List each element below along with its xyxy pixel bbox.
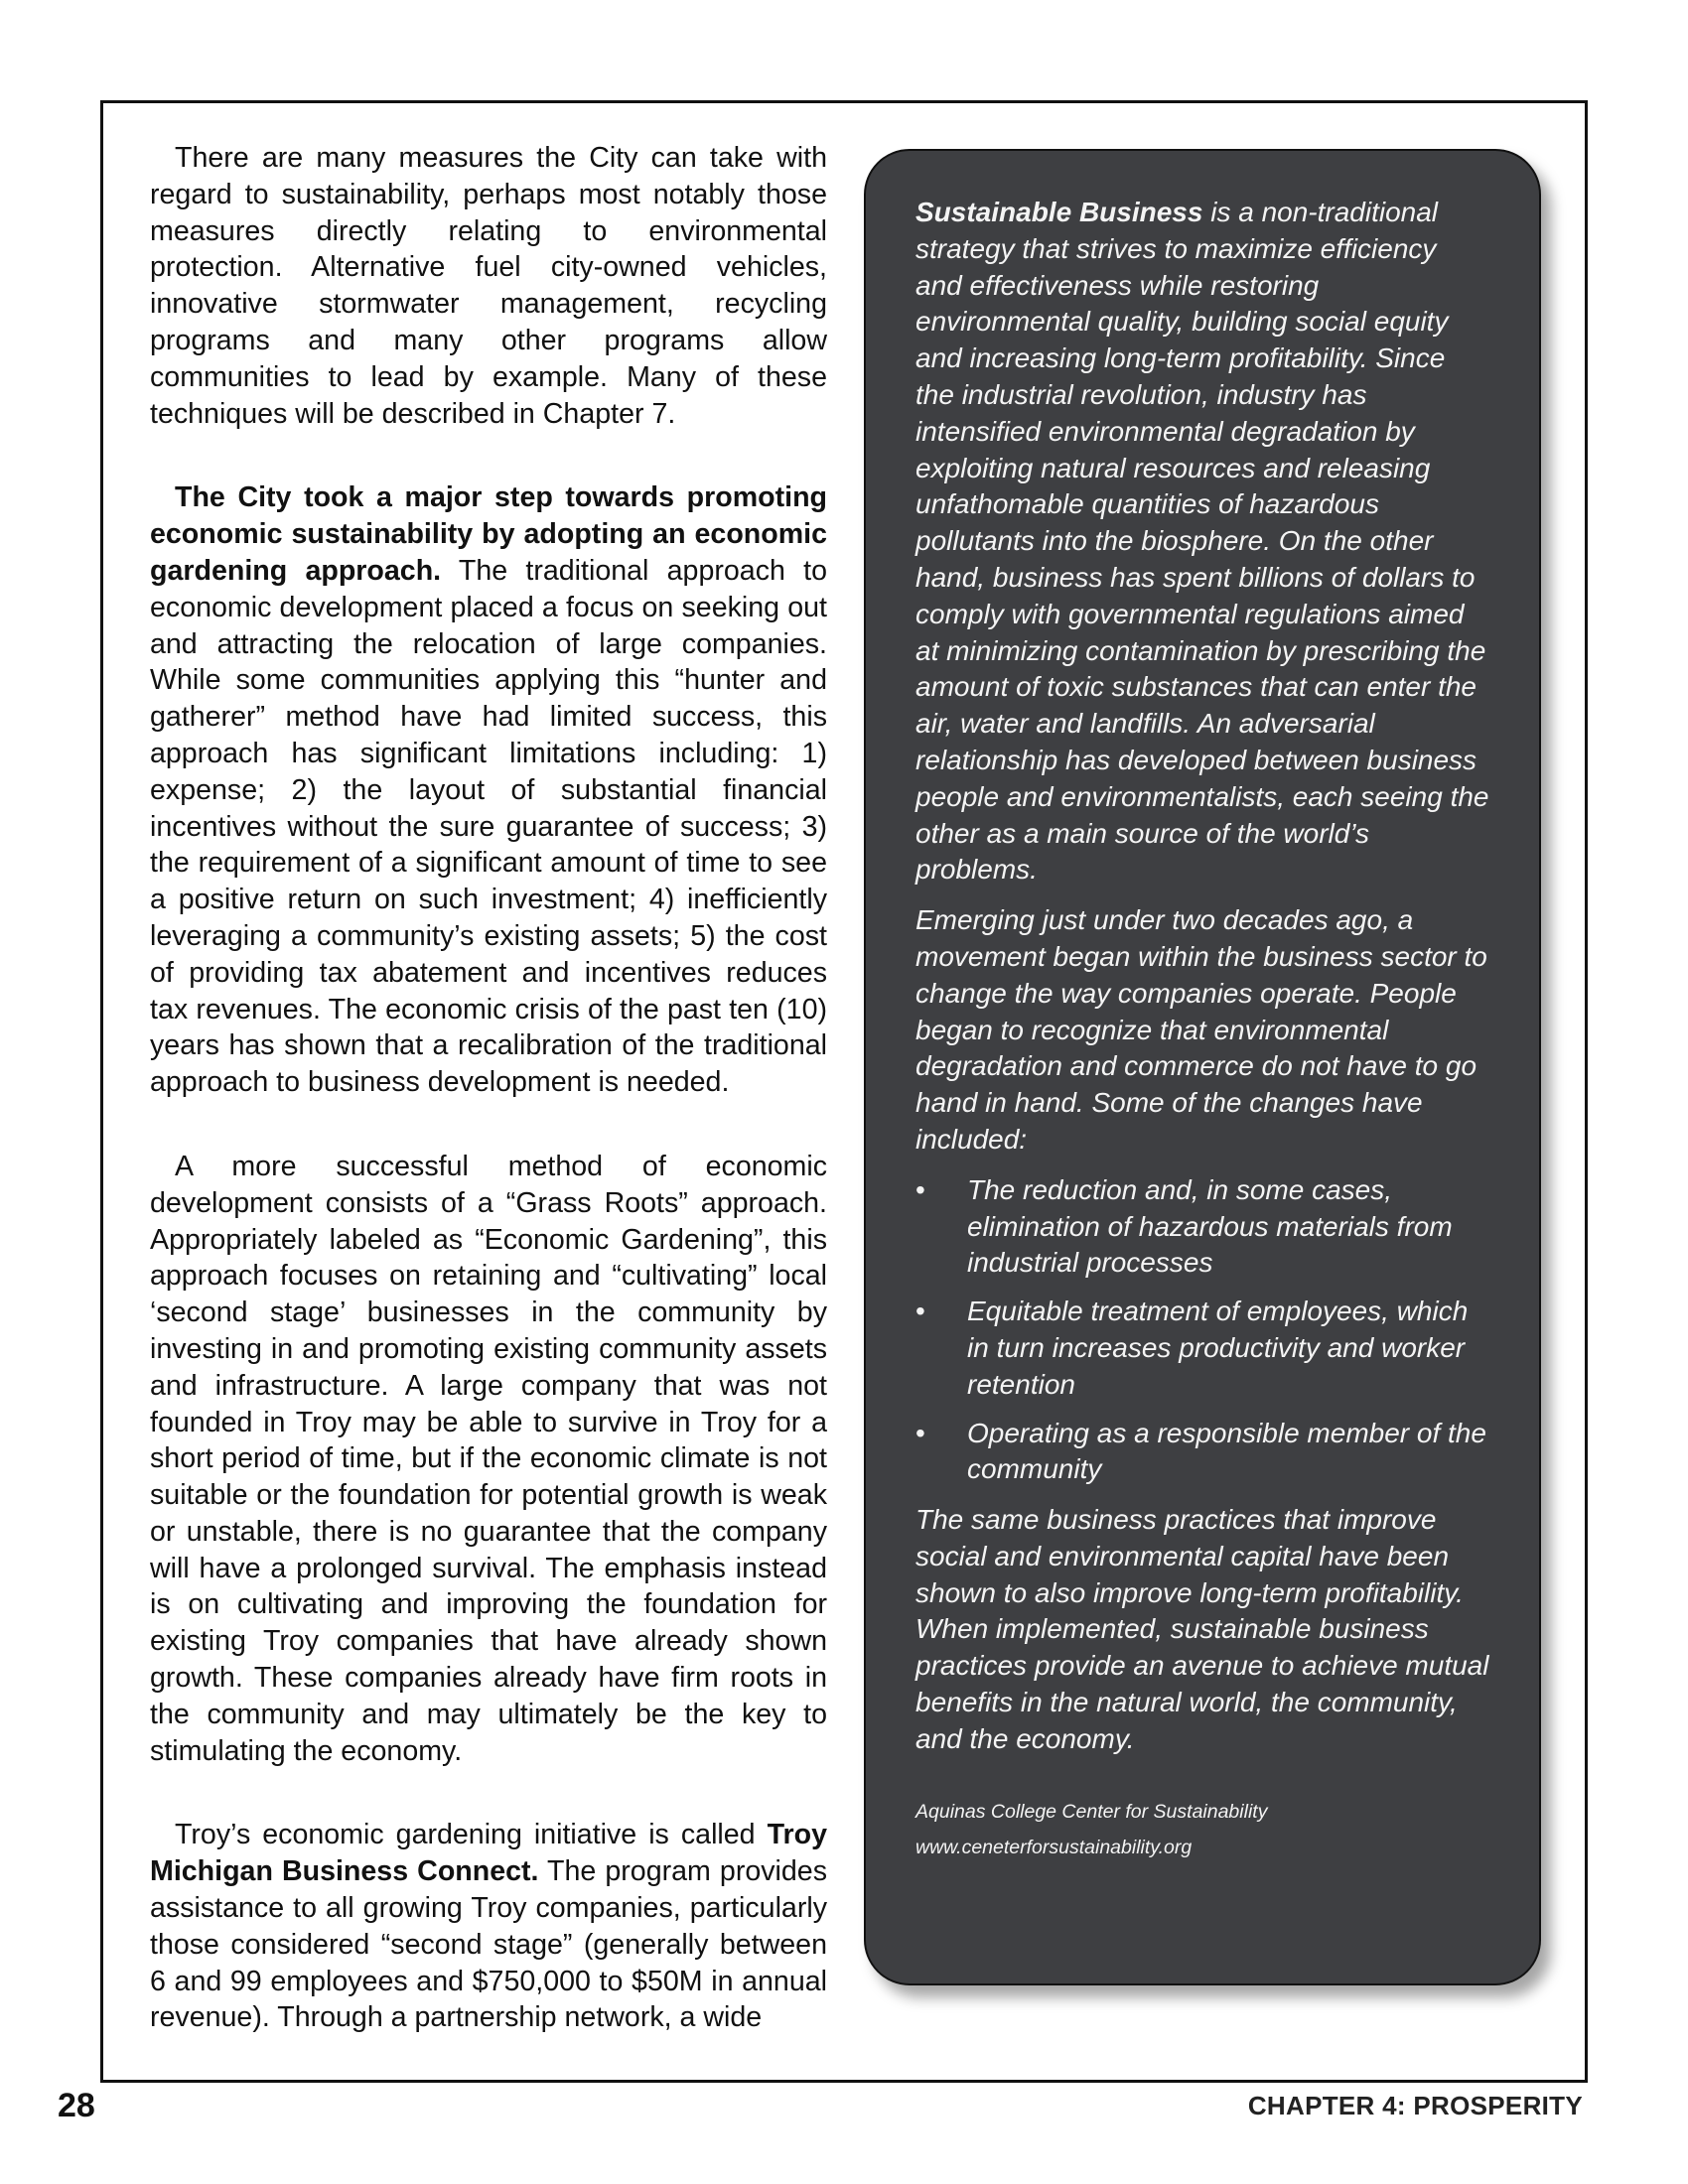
page-number: 28 [58,2087,95,2124]
credit-organization: Aquinas College Center for Sustainability [915,1800,1268,1823]
sidebar-paragraph-profitability: The same business practices that improve social and environmental capital have been shown to also improve long-term profitability. When implemented, sustainable business practices provide an avenue to achieve mutual benefits in the natural world, the community, and the economy. [915,1504,1489,1754]
credit-url: www.ceneterforsustainability.org [915,1836,1193,1858]
bullet-icon: • [915,1296,925,1327]
sustainable-business-sidebar [864,149,1541,1985]
sidebar-intro [915,195,1489,888]
chapter-title: CHAPTER 4: PROSPERITY [1247,2091,1583,2120]
list-item [915,1172,1489,1282]
economic-gardening-lead: The City took a major step towards promoting economic sustainability by adopting an economic gardening approach. [150,481,827,587]
sidebar-paragraph-movement: Emerging just under two decades ago, a movement began within the business sector to change the way companies operate. People began to recognize that environmental degradation and commerce do not have to go hand in hand. Some of the changes have included: [915,904,1487,1155]
business-connect-body: The program provides assistance to all growing Troy companies, particularly those considered “second stage” (generally between 6 and 99 employees and $750,000 to $50M in annual revenue). Through a partnership network, a wide [150,1855,827,2034]
bullet-icon: • [915,1417,925,1448]
list-item-text: Operating as a responsible member of the community [967,1417,1486,1485]
paragraph-grass-roots: A more successful method of economic development consists of a “Grass Roots” approach. Appropriately labeled as “Economic Gardening”, this approach focuses on retaining and “cultivating” local ‘second stage’ businesses in the community by investing in and promoting existing community assets and infrastructure. A large company that was not founded in Troy may be able to survive in Troy for a short period of time, but if the economic climate is not suitable or the foundation for potential growth is weak or unstable, there is no guarantee that the company will have a prolonged survival. The emphasis instead is on cultivating and improving the foundation for existing Troy companies that have already shown growth. These companies already have firm roots in the community and may ultimately be the key to stimulating the economy. [150,1150,827,1767]
list-item-text: Equitable treatment of employees, which in turn increases productivity and worker retention [967,1296,1469,1400]
paragraph-economic-gardening [150,479,827,1101]
business-connect-name: Troy Michigan Business Connect. [150,1819,827,1888]
bullet-icon: • [915,1173,925,1205]
list-item-text: The reduction and, in some cases, elimination of hazardous materials from industrial processes [967,1173,1453,1279]
paragraph-business-connect [150,1817,827,2036]
list-item [915,1416,1489,1489]
business-connect-intro: Troy’s economic gardening initiative is called [175,1819,768,1851]
sidebar-intro-text: is a non-traditional strategy that strives to maximize efficiency and effectiveness while restoring environmental quality, building social equity and increasing long-term profitability. Since the industrial revolution, industry has intensified environmental degradation by exploiting natural resources and releasing unfathomable quantities of hazardous pollutants into the biosphere. On the other hand, business has spent billions of dollars to comply with governmental regulations aimed at minimizing contamination by prescribing the amount of toxic substances that can enter the air, water and landfills. An adversarial relationship has developed between business people and environmentalists, each seeing the other as a main source of the world’s problems. [915,197,1489,886]
sidebar-credit [915,1794,1489,1865]
paragraph-sustainability-measures: There are many measures the City can take with regard to sustainability, perhaps most notably those measures directly relating to environmental protection. Alternative fuel city-owned vehicles, innovative stormwater management, recycling programs and many other programs allow communities to lead by example. Many of these techniques will be described in Chapter 7. [150,142,827,430]
economic-gardening-body: The traditional approach to economic development placed a focus on seeking out and attracting the relocation of large companies. While some communities applying this “hunter and gatherer” method have had limited success, this approach has significant limitations including: 1) expense; 2) the layout of substantial financial incentives without the sure guarantee of success; 3) the requirement of a significant amount of time to see a positive return on such investment; 4) inefficiently leveraging a community’s existing assets; 5) the cost of providing tax abatement and incentives reduces tax revenues. The economic crisis of the past ten (10) years has shown that a recalibration of the traditional approach to business development is needed. [150,554,828,1099]
main-text-column [150,140,827,2036]
sidebar-lead-term: Sustainable Business [915,197,1203,227]
list-item [915,1294,1489,1403]
sidebar-bullet-list [915,1172,1489,1488]
